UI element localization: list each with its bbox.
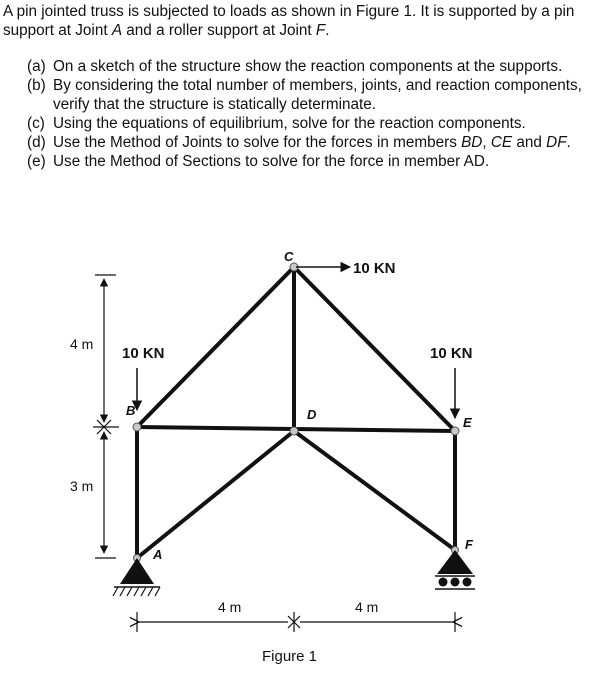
joint-labels — [126, 249, 474, 562]
dim-label-right-span: 4 m — [355, 599, 379, 615]
part-sep: , — [482, 134, 491, 151]
member-ad — [137, 431, 294, 558]
part-text: Use the Method of Joints to solve for the forces in members — [53, 134, 462, 151]
member-df: DF — [546, 134, 567, 151]
roller-wheel — [451, 578, 460, 587]
dim-label-upper: 4 m — [70, 336, 94, 352]
load-label-e: 10 KN — [430, 345, 473, 362]
part-sep: and — [512, 134, 547, 151]
joint-label-c: C — [284, 249, 294, 264]
intro-text-1: A pin jointed truss is subjected to loads as shown in Figure 1. It is supported by a pin support at Joint — [3, 3, 575, 39]
part-label: (a) — [27, 58, 46, 75]
member-bd: BD — [461, 134, 483, 151]
joint-label-f: F — [465, 537, 473, 552]
ground-hatch — [113, 587, 160, 596]
joint-d-marker — [290, 427, 298, 435]
vertical-dimensions — [93, 275, 119, 558]
joint-label-e: E — [463, 415, 472, 430]
intro-text-2: and a roller support at Joint — [122, 22, 316, 39]
joint-label-b: B — [126, 403, 136, 418]
pin-support — [113, 558, 160, 596]
part-label: (d) — [27, 134, 46, 151]
part-label: (c) — [27, 115, 45, 132]
part-label: (b) — [27, 77, 46, 94]
part-end: . — [566, 134, 571, 151]
intro-text-3: . — [325, 22, 330, 39]
intro-joint-a: A — [111, 22, 123, 39]
part-text: Using the equations of equilibrium, solve for the reaction components. — [53, 115, 526, 132]
roller-wheel — [463, 578, 472, 587]
part-text: By considering the total number of members, joints, and reaction components, verify that the structure is statically determinate. — [53, 77, 582, 113]
dim-label-lower: 3 m — [70, 478, 94, 494]
roller-support — [435, 550, 475, 589]
joint-b-marker — [133, 423, 141, 431]
load-label-b: 10 KN — [122, 345, 165, 362]
member-ce: CE — [490, 134, 513, 151]
roller-triangle — [437, 550, 473, 574]
joint-label-d: D — [307, 407, 317, 422]
pin-support-triangle — [120, 558, 154, 584]
figure-caption: Figure 1 — [262, 648, 318, 665]
roller-wheel — [439, 578, 448, 587]
member-df — [294, 431, 455, 550]
horizontal-dimensions — [137, 612, 455, 632]
part-text: On a sketch of the structure show the reaction components at the supports. — [53, 58, 563, 75]
truss-members — [137, 267, 455, 558]
dim-label-left-span: 4 m — [218, 599, 242, 615]
joint-e-marker — [451, 427, 459, 435]
joint-label-a: A — [153, 547, 163, 562]
load-label-c: 10 KN — [353, 260, 396, 277]
part-label: (e) — [27, 153, 46, 170]
intro-joint-f: F — [315, 22, 326, 39]
part-text: Use the Method of Sections to solve for the force in member AD. — [53, 153, 490, 170]
